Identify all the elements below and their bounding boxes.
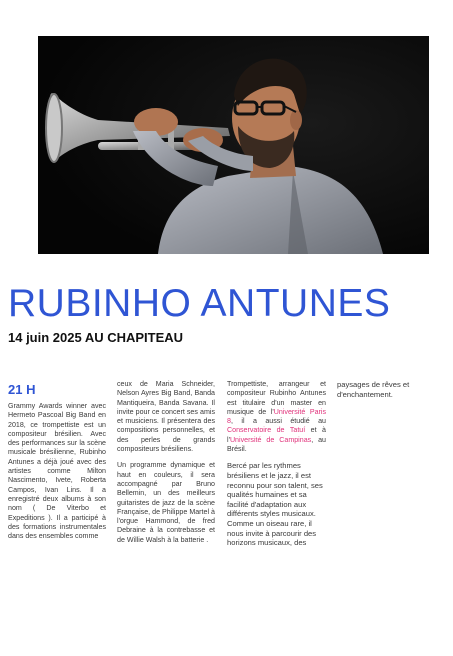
link-universite-campinas[interactable]: Université de Campinas	[229, 435, 312, 444]
style-paragraph: Bercé par les rythmes brésiliens et le jazz, il est reconnu pour son talent, ses qualités humaines et sa facilité d'adaptation aux différents styles musicaux. Comme un oiseau rare, il nous invite à parcourir des horizons musicaux, des	[227, 461, 323, 548]
bio-paragraph-1: Grammy Awards winner avec Hermeto Pascoal Big Band en 2018, ce trompettiste est un compositeur brésilien. Avec des performances sur la scène musicale brésilienne, Rubinho Antunes a déjà joué avec des artistes comme Milton Nascimento, Ivete, Roberta Campos, Ivan Lins. Il a enregistré deux albums à son nom ( De Viterbo et Expeditions ). Il a participé à des formations instrumentales dans des ensembles comme	[8, 402, 106, 541]
education-text-b: , il a aussi étudié au	[230, 417, 326, 426]
text-column-3	[227, 380, 326, 555]
link-conservatoire-tatui[interactable]: Conservatoire de Tatuí	[227, 426, 306, 435]
education-text-a: Trompettiste, arrangeur et compositeur Rubinho Antunes est titulaire d'un master en musique de l'	[227, 380, 326, 416]
artist-name-title: RUBINHO ANTUNES	[8, 282, 391, 325]
event-date-line: 14 juin 2025 AU CHAPITEAU	[8, 330, 184, 345]
event-time: 21 H	[8, 382, 36, 397]
closing-paragraph: paysages de rêves et d'enchantement.	[337, 380, 410, 399]
trumpet-player-image	[38, 36, 429, 254]
link-universite-paris-8[interactable]: Université Paris 8	[227, 407, 327, 426]
text-column-4	[337, 380, 427, 406]
text-column-1	[8, 382, 106, 548]
artist-photo	[38, 36, 429, 254]
program-paragraph: Un programme dynamique et haut en couleurs, il sera accompagné par Bruno Bellemin, un des meilleurs guitaristes de jazz de la scène Française, de Philippe Martel à l'orgue Hammond, de fred Debraine à la contrebasse et de Willie Walsh à la batterie .	[117, 461, 215, 544]
text-column-2	[117, 380, 215, 552]
education-paragraph	[227, 380, 326, 454]
education-text-c: et à l'	[227, 426, 326, 444]
education-text-d: , au Brésil.	[227, 435, 326, 454]
bio-paragraph-2: ceux de Maria Schneider, Nelson Ayres Big Band, Banda Mantiqueira, Banda Savana. Il invite pour ce concert ses amis et musiciens. Il présentera des compositions personnelles, et des perles de grands compositeurs brésiliens.	[117, 380, 215, 454]
